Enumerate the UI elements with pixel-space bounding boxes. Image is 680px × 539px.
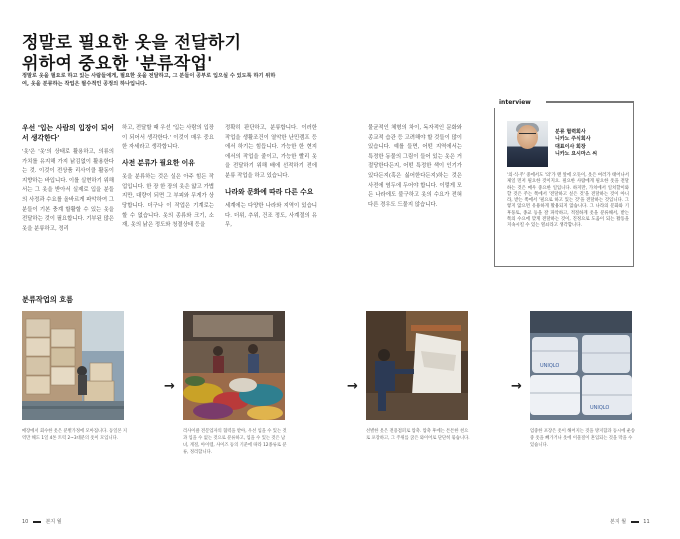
column-text: 하고, 전달할 때 우선 '입는 사람의 입장이 되어서 생각한다.' 이것이 매우 중요한 자세라고 생각합니다. — [122, 125, 214, 151]
footer-left — [22, 518, 62, 525]
column-heading: 사전 분류가 필요한 이유 — [122, 158, 195, 167]
caption-step-3: 선별한 옷은 전용점퍼로 압축. 압축 후에는 튼튼한 천으로 포장하고, 그 주위를 굵은 와이어로 단단히 묶습니다. — [366, 429, 470, 441]
column-text: 옷을 분류하는 것은 실은 아주 힘든 작업입니다. 한 장 한 장의 옷은 얇고 가볍지만, 대량이 되면 그 부피와 무게가 상당합니다. 더구나 이 작업은 기계로는 할 수 없습니다. 옷의 종류와 크기, 소재, 옷의 낡은 정도와 청결상태 등을 — [122, 174, 214, 229]
page-number-right: 11 — [643, 519, 650, 525]
name-line: 니카노 요시마스 씨 — [555, 150, 598, 157]
article-column-4 — [368, 124, 462, 216]
flow-arrow-icon: → — [347, 379, 358, 394]
article-column-2 — [122, 124, 214, 237]
photo-sorting-clothes — [183, 311, 285, 420]
footer-label-right: 본지 월 — [610, 519, 627, 525]
footer-rule — [33, 521, 41, 523]
column-text: 물균적인 체형의 차이, 독자적인 문화와 종교적 습관 등 고려해야 할 것들이 많이 있습니다. 예를 들면, 어떤 지역에서는 특정한 동물의 그림이 들어 있는 옷은 거절당한다든지, 어떤 특정한 색이 인기가 있다든지(혹은 싫어한다든지)하는 것은 사전에 염두에 두어야 합니다. 이렇게 모든 나라에도 불구하고 옷의 수요가 전혀 다른 경우도 드물지 않습니다. — [368, 125, 462, 208]
article-column-3 — [225, 124, 317, 237]
column-heading: 우선 '입는 사람의 입장이 되어서 생각한다' — [22, 124, 114, 142]
interview-tag: interview — [494, 97, 546, 108]
column-text: 세계에는 다양한 나라와 지역이 있습니다. 더위, 추위, 건조 정도, 사계절의 유무, — [225, 203, 317, 229]
interview-text: '의·식·주' 중에서도 '의'가 맨 앞에 오듯이, 옷은 여러가 태어나서 제일 먼저 필요한 것이지요. 필요한 사람에게 필요한 옷을 전달하는 것은 매우 중요한 일입니다. 하지만, 가치에서 일치할이와 할 것은 주는 쪽에서 '전달하고 싶은 것'을 전달하는 것이 아니라, 받는 쪽에서 '필요로 하고 있는 것'을 전달하는 것입니다. 그렇지 않으면 유용하게 활용되지 않습니다. 그 나라의 문화와 기후풍토, 종교 등을 잘 파악하고, 적절하게 옷을 분류해서, 받는 쪽의 수요에 맞게 전달하는 것이, 진정으로 도움이 되는 활동을 지속시킬 수 있는 열쇠라고 생각합니다. — [507, 173, 629, 229]
caption-step-2: 리사이클 전문업자의 협력을 받아, 우선 입을 수 있는 것과 입을 수 없는 것으로 분류하고, 입을 수 있는 것은 남녀, 계절, 아이템, 사이즈 등의 기준에 따라 12종류로 분류, 정리합니다. — [183, 429, 287, 455]
photo-compressing — [366, 311, 468, 420]
interviewee-glasses — [519, 133, 536, 136]
name-line: 대표이사 회장 — [555, 143, 586, 150]
footer-rule — [631, 521, 639, 523]
column-text: '옷'은 '옷'의 상태로 활용하고, 의류의 가치를 유지해 가지 낡김없이 활용한다는 것. 이것이 전상품 리사이클 활동이 지향하는 바입니다. 이를 실현하기 위해서는 그 옷을 받아서 실제로 입을 분들의 사정과 수요를 올바르게 파악하여 그 분들이 기본 충계 할활할 수 있는 옷을 전달하는 것이 필요합니다. 기부된 많은 옷을 분류하고, 정리 — [22, 149, 114, 232]
page-title: 정말로 필요한 옷을 전달하기 위하여 중요한 '분류작업' — [22, 33, 242, 74]
interviewee-name — [555, 129, 597, 158]
name-line: 니카노 주식회사 — [555, 136, 591, 143]
column-text: 정확히 판단하고, 분류합니다. 이러한 작업을 생활조건이 열악한 난민캠프 등에서 하기는 힘듭니다. 가능한 한 현지에서의 작업을 줄이고, 가능한 빨리 옷을 전달하기 위해 배에 선적하기 전에 분류 작업을 하고 있습니다. — [225, 125, 317, 179]
photo-collection-boxes — [22, 311, 124, 420]
caption-step-4: 엄중한 포장은 옷이 해어지는 것을 방지함과 동시에 운송중 옷을 빼가거나 옷에 이물질이 혼입되는 것을 막을 수 있습니다. — [530, 429, 636, 448]
footer-label-left: 본지 월 — [45, 519, 62, 525]
interviewee-face — [517, 125, 538, 149]
svg-text:UNIQLO: UNIQLO — [540, 363, 560, 369]
page-number-left: 10 — [22, 519, 29, 525]
column-heading: 나라와 문화에 따라 다른 수요 — [225, 187, 314, 196]
lead-paragraph: 정말로 옷을 필요로 하고 있는 사람들에게, 필요한 옷을 전달하고, 그 분들이 공부로 입으실 수 있도록 하기 위하여, 옷을 분류하는 작업은 필수적인 공정의 하나입니다. — [22, 73, 276, 87]
flow-heading: 분류작업의 흐름 — [22, 295, 74, 304]
flow-arrow-icon: → — [164, 379, 175, 394]
flow-arrow-icon: → — [511, 379, 522, 394]
article-column-1 — [22, 124, 114, 240]
svg-text:UNIQLO: UNIQLO — [590, 405, 610, 411]
photo-wrapped-bales — [530, 311, 632, 420]
caption-step-1: 매장에서 회수한 옷은 분별가정에 모아집니다. 동일본 지역만 해도 1일 4톤 트럭 2~3대분의 옷이 모입니다. — [22, 429, 128, 441]
name-line: 분류 협력회사 — [555, 129, 586, 135]
footer-right — [610, 518, 650, 525]
